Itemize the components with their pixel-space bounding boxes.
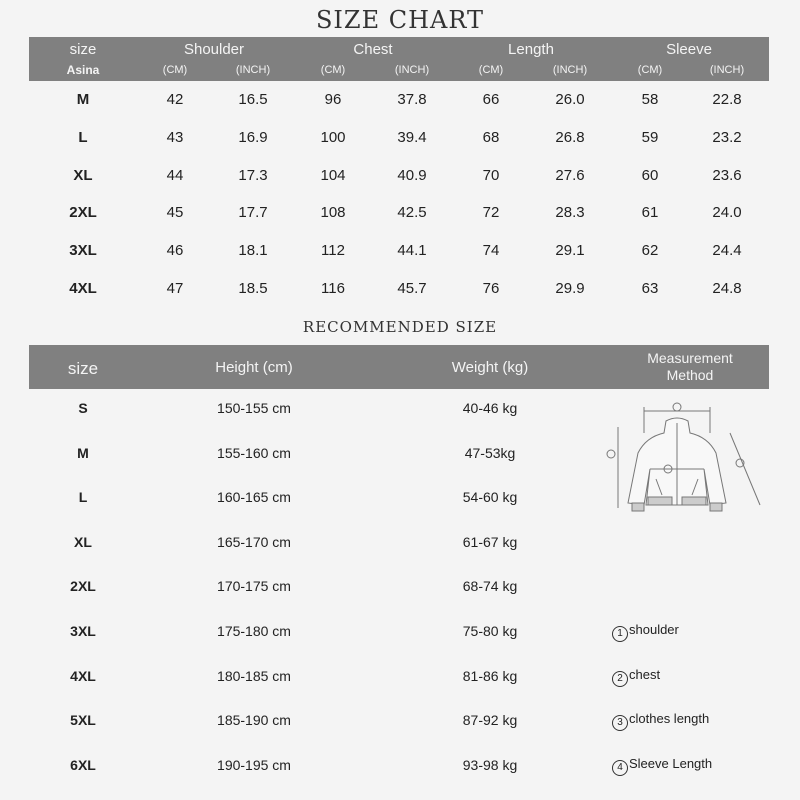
measurement-value: 26.0 — [555, 91, 585, 108]
recommended-row — [0, 578, 800, 598]
number-circle-icon: 3 — [612, 715, 628, 731]
height-range: 160-165 cm — [217, 489, 291, 506]
measurement-value: 112 — [321, 242, 345, 260]
measurement-value: 29.9 — [555, 280, 585, 297]
size-label: 2XL — [70, 578, 96, 595]
measurement-value: 116 — [321, 280, 345, 297]
weight-range: 81-86 kg — [462, 667, 518, 684]
header-unit: (CM) — [637, 64, 663, 76]
size-label: 2XL — [69, 204, 97, 222]
measurement-value: 28.3 — [555, 204, 585, 222]
size-chart-row — [0, 129, 800, 149]
measurement-value: 46 — [166, 242, 184, 260]
size-label: L — [78, 489, 88, 506]
measurement-value: 29.1 — [555, 242, 585, 260]
recommended-row — [0, 668, 800, 688]
size-chart-row — [0, 167, 800, 187]
legend-item — [612, 667, 660, 687]
recommended-row — [0, 623, 800, 643]
measurement-value: 42.5 — [397, 204, 427, 222]
measurement-value: 17.3 — [238, 166, 268, 184]
legend-label: shoulder — [629, 622, 679, 637]
size-chart-row — [0, 242, 800, 262]
measurement-value: 43 — [166, 128, 184, 146]
header-unit: (CM) — [320, 64, 346, 76]
measurement-value: 72 — [482, 204, 500, 222]
weight-range: 93-98 kg — [462, 756, 518, 773]
size-label: 3XL — [70, 623, 96, 639]
measurement-value: 23.6 — [712, 166, 742, 184]
measurement-value: 47 — [166, 280, 184, 297]
header-unit: (INCH) — [235, 64, 271, 76]
weight-range: 61-67 kg — [462, 533, 518, 550]
size-chart-row — [0, 91, 800, 111]
measurement-value: 16.5 — [238, 91, 268, 108]
measurement-value: 59 — [641, 128, 659, 146]
header-unit: (INCH) — [394, 64, 430, 76]
weight-range: 47-53kg — [464, 444, 516, 461]
measurement-value: 44 — [166, 166, 184, 184]
legend-item — [612, 622, 679, 642]
height-range: 165-170 cm — [217, 533, 291, 550]
measurement-value: 23.2 — [712, 128, 742, 146]
measurement-value: 104 — [320, 166, 346, 184]
legend-label: Sleeve Length — [629, 755, 713, 771]
measurement-value: 62 — [641, 242, 659, 260]
size-label: 4XL — [69, 280, 97, 297]
header-sleeve: Sleeve — [666, 41, 712, 58]
header-method-line2: Method — [666, 367, 714, 383]
measurement-value: 100 — [320, 128, 346, 146]
legend-item — [612, 711, 709, 731]
measurement-value: 44.1 — [397, 242, 427, 260]
measurement-value: 24.0 — [712, 204, 742, 222]
number-circle-icon: 2 — [612, 671, 628, 687]
measurement-value: 45.7 — [397, 280, 427, 297]
header-unit: (INCH) — [552, 64, 588, 76]
height-range: 155-160 cm — [217, 444, 291, 461]
measurement-value: 61 — [641, 204, 659, 222]
header-size: size — [69, 41, 97, 58]
size-label: M — [76, 91, 90, 108]
measurement-value: 40.9 — [397, 166, 427, 184]
measurement-value: 18.1 — [238, 242, 268, 260]
recommended-size-title: RECOMMENDED SIZE — [302, 318, 498, 336]
measurement-value: 17.7 — [238, 204, 268, 222]
height-range: 190-195 cm — [217, 756, 291, 773]
measurement-value: 27.6 — [555, 166, 585, 184]
recommended-header — [29, 345, 769, 389]
jacket-measurement-diagram — [598, 393, 768, 523]
measurement-value: 96 — [324, 91, 342, 108]
weight-range: 40-46 kg — [462, 400, 518, 416]
height-range: 185-190 cm — [217, 712, 291, 729]
size-chart-header — [29, 37, 769, 81]
measurement-value: 45 — [166, 204, 184, 222]
header-height: Height (cm) — [215, 359, 293, 376]
measurement-value: 16.9 — [238, 128, 268, 146]
size-label: 6XL — [70, 756, 96, 773]
measurement-value: 68 — [482, 128, 500, 146]
size-label: XL — [73, 166, 93, 184]
measurement-value: 24.4 — [712, 242, 742, 260]
measurement-value: 74 — [482, 242, 500, 260]
measurement-value: 60 — [641, 166, 659, 184]
measurement-value: 66 — [482, 91, 500, 108]
weight-range: 75-80 kg — [462, 623, 518, 639]
header-asina: Asina — [66, 63, 100, 77]
size-label: L — [78, 128, 88, 146]
measurement-value: 70 — [482, 166, 500, 184]
size-label: M — [77, 444, 89, 461]
size-label: 3XL — [69, 242, 97, 260]
header-size: size — [67, 359, 99, 378]
measurement-value: 76 — [482, 280, 500, 297]
header-shoulder: Shoulder — [183, 41, 245, 58]
height-range: 170-175 cm — [217, 578, 291, 595]
legend-label: chest — [629, 666, 661, 682]
legend-label: clothes length — [629, 711, 710, 727]
recommended-row — [0, 534, 800, 554]
size-label: 5XL — [70, 712, 96, 729]
header-unit: (CM) — [162, 64, 188, 76]
measurement-value: 26.8 — [555, 128, 585, 146]
weight-range: 54-60 kg — [462, 489, 518, 506]
measurement-value: 24.8 — [712, 280, 742, 297]
measurement-value: 39.4 — [397, 128, 427, 146]
legend-item — [612, 756, 712, 776]
weight-range: 68-74 kg — [462, 578, 518, 595]
size-label: XL — [74, 533, 92, 550]
measurement-value: 18.5 — [238, 280, 268, 297]
size-label: S — [78, 400, 88, 416]
size-label: 4XL — [70, 667, 96, 684]
size-chart-title: SIZE CHART — [315, 6, 485, 34]
header-unit: (INCH) — [709, 64, 745, 76]
height-range: 150-155 cm — [217, 400, 291, 416]
measurement-value: 22.8 — [712, 91, 742, 108]
measurement-value: 63 — [641, 280, 659, 297]
measurement-value: 42 — [166, 91, 184, 108]
size-chart-row — [0, 280, 800, 300]
height-range: 175-180 cm — [217, 623, 291, 639]
header-method-line1: Measurement — [647, 350, 733, 366]
number-circle-icon: 4 — [612, 760, 628, 776]
weight-range: 87-92 kg — [462, 712, 518, 729]
header-weight: Weight (kg) — [451, 359, 529, 376]
measurement-value: 108 — [320, 204, 346, 222]
measurement-value: 37.8 — [397, 91, 427, 108]
header-unit: (CM) — [478, 64, 504, 76]
measurement-value: 58 — [641, 91, 659, 108]
number-circle-icon: 1 — [612, 626, 628, 642]
size-chart-row — [0, 204, 800, 224]
height-range: 180-185 cm — [217, 667, 291, 684]
header-length: Length — [508, 41, 554, 58]
header-chest: Chest — [353, 41, 393, 58]
